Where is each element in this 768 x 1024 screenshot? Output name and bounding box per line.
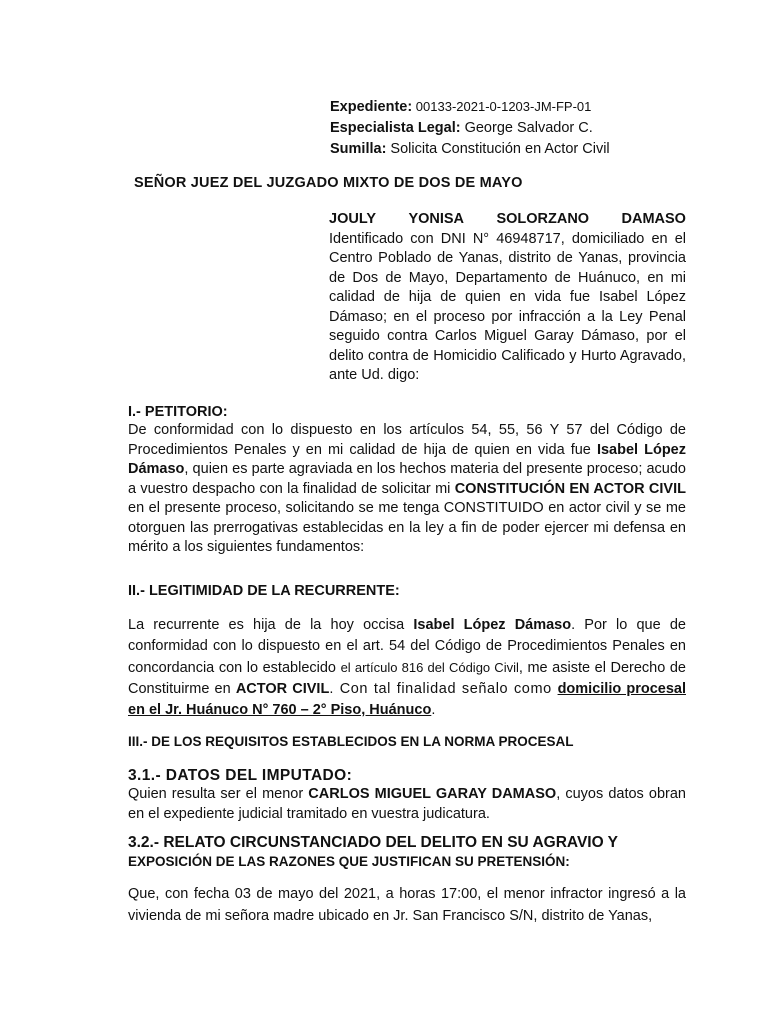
section-title: II.- LEGITIMIDAD DE LA RECURRENTE:	[128, 583, 400, 599]
party-name	[329, 210, 686, 230]
section-legitimidad	[128, 583, 686, 599]
section-paragraph: Que, con fecha 03 de mayo del 2021, a horas 17:00, el menor infractor ingresó a la vivienda de mi señora madre ubicado en Jr. San Francisco S/N, distrito de Yanas,	[128, 886, 686, 924]
domicilio-procesal: domicilio procesal en el Jr. Huánuco N° 760 – 2° Piso, Huánuco	[128, 681, 686, 718]
section-title: 3.2.- RELATO CIRCUNSTANCIADO DEL DELITO EN SU AGRAVIO Y	[128, 834, 619, 851]
text-run: . Con tal finalidad señalo como	[329, 681, 558, 697]
emphasis-name: Isabel López Dámaso	[128, 441, 686, 477]
especialista-value: George Salvador C.	[460, 120, 593, 136]
party-intro: Identificado con DNI N° 46948717, domiciliado en el Centro Poblado de Yanas, distrito de Yanas, provincia de Dos de Mayo, Departamento de Huánuco, en mi calidad de hija de quien en vida fue Isabel López Dámaso; en el proceso por infracción a la Ley Penal seguido contra Carlos Miguel Garay Dámaso, por el delito contra de Homicidio Calificado y Hurto Agravado, ante Ud. digo:	[329, 230, 686, 383]
case-header	[330, 96, 750, 160]
especialista-label: Especialista Legal:	[330, 120, 461, 136]
sumilla-label: Sumilla:	[330, 141, 387, 157]
sumilla-value: Solicita Constitución en Actor Civil	[386, 141, 610, 157]
text-run: en el presente proceso, solicitando se me tenga CONSTITUIDO en actor civil y se me otorguen las prerrogativas establecidas en la ley a fin de poder ejercer mi defensa en mérito a los siguientes fundamentos:	[128, 500, 686, 555]
addressee-heading: SEÑOR JUEZ DEL JUZGADO MIXTO DE DOS DE MAYO	[134, 175, 523, 191]
section-petitorio	[128, 404, 686, 558]
text-run: La recurrente es hija de la hoy occisa	[128, 617, 414, 633]
text-run: .	[431, 702, 436, 718]
section-subtitle: EXPOSICIÓN DE LAS RAZONES QUE JUSTIFICAN SU PRETENSIÓN:	[128, 854, 570, 869]
text-run: Quien resulta ser el menor	[128, 786, 309, 802]
section-paragraph	[128, 785, 686, 824]
especialista-line	[330, 118, 750, 139]
section-paragraph	[128, 421, 686, 558]
expediente-label: Expediente:	[330, 99, 413, 115]
sumilla-line	[330, 139, 750, 160]
section-title: III.- DE LOS REQUISITOS ESTABLECIDOS EN LA NORMA PROCESAL	[128, 734, 574, 749]
emphasis-name: Isabel López Dámaso	[413, 617, 572, 633]
emphasis-imputado: CARLOS MIGUEL GARAY DAMASO	[308, 786, 557, 802]
text-run: , me asiste el Derecho de Constituirme en	[128, 660, 686, 697]
party-block	[329, 210, 686, 386]
text-run: . Por lo que de conformidad con lo dispuesto en el art. 54 del Código de Procedimientos Penales en concordancia con lo establecido	[128, 617, 686, 676]
expediente-value: 00133-2021-0-1203-JM-FP-01	[412, 99, 592, 114]
party-name-word: SOLORZANO	[496, 211, 590, 227]
section-paragraph	[128, 615, 686, 721]
section-title: I.- PETITORIO:	[128, 404, 228, 420]
party-name-word: DAMASO	[621, 211, 686, 227]
text-run: De conformidad con lo dispuesto en los artículos 54, 55, 56 Y 57 del Código de Procedimientos Penales y en mi calidad de hija de quien en vida fue	[128, 422, 686, 458]
expediente-line	[330, 96, 750, 118]
section-relato	[128, 834, 686, 927]
section-imputado	[128, 767, 686, 824]
party-name-word: JOULY	[329, 211, 377, 227]
emphasis-request: CONSTITUCIÓN EN ACTOR CIVIL	[454, 480, 686, 497]
section-requisitos	[128, 734, 686, 749]
text-run: , quien es parte agraviada en los hechos materia del presente proceso; acudo a vuestro despacho con la finalidad de solicitar mi	[128, 461, 686, 497]
emphasis-actor-civil: ACTOR CIVIL	[235, 681, 330, 697]
text-run-small: el artículo 816 del Código Civil	[340, 660, 519, 675]
party-name-word: YONISA	[408, 211, 465, 227]
section-title: 3.1.- DATOS DEL IMPUTADO:	[128, 767, 353, 784]
text-run: , cuyos datos obran en el expediente judicial tramitado en vuestra judicatura.	[128, 786, 686, 822]
